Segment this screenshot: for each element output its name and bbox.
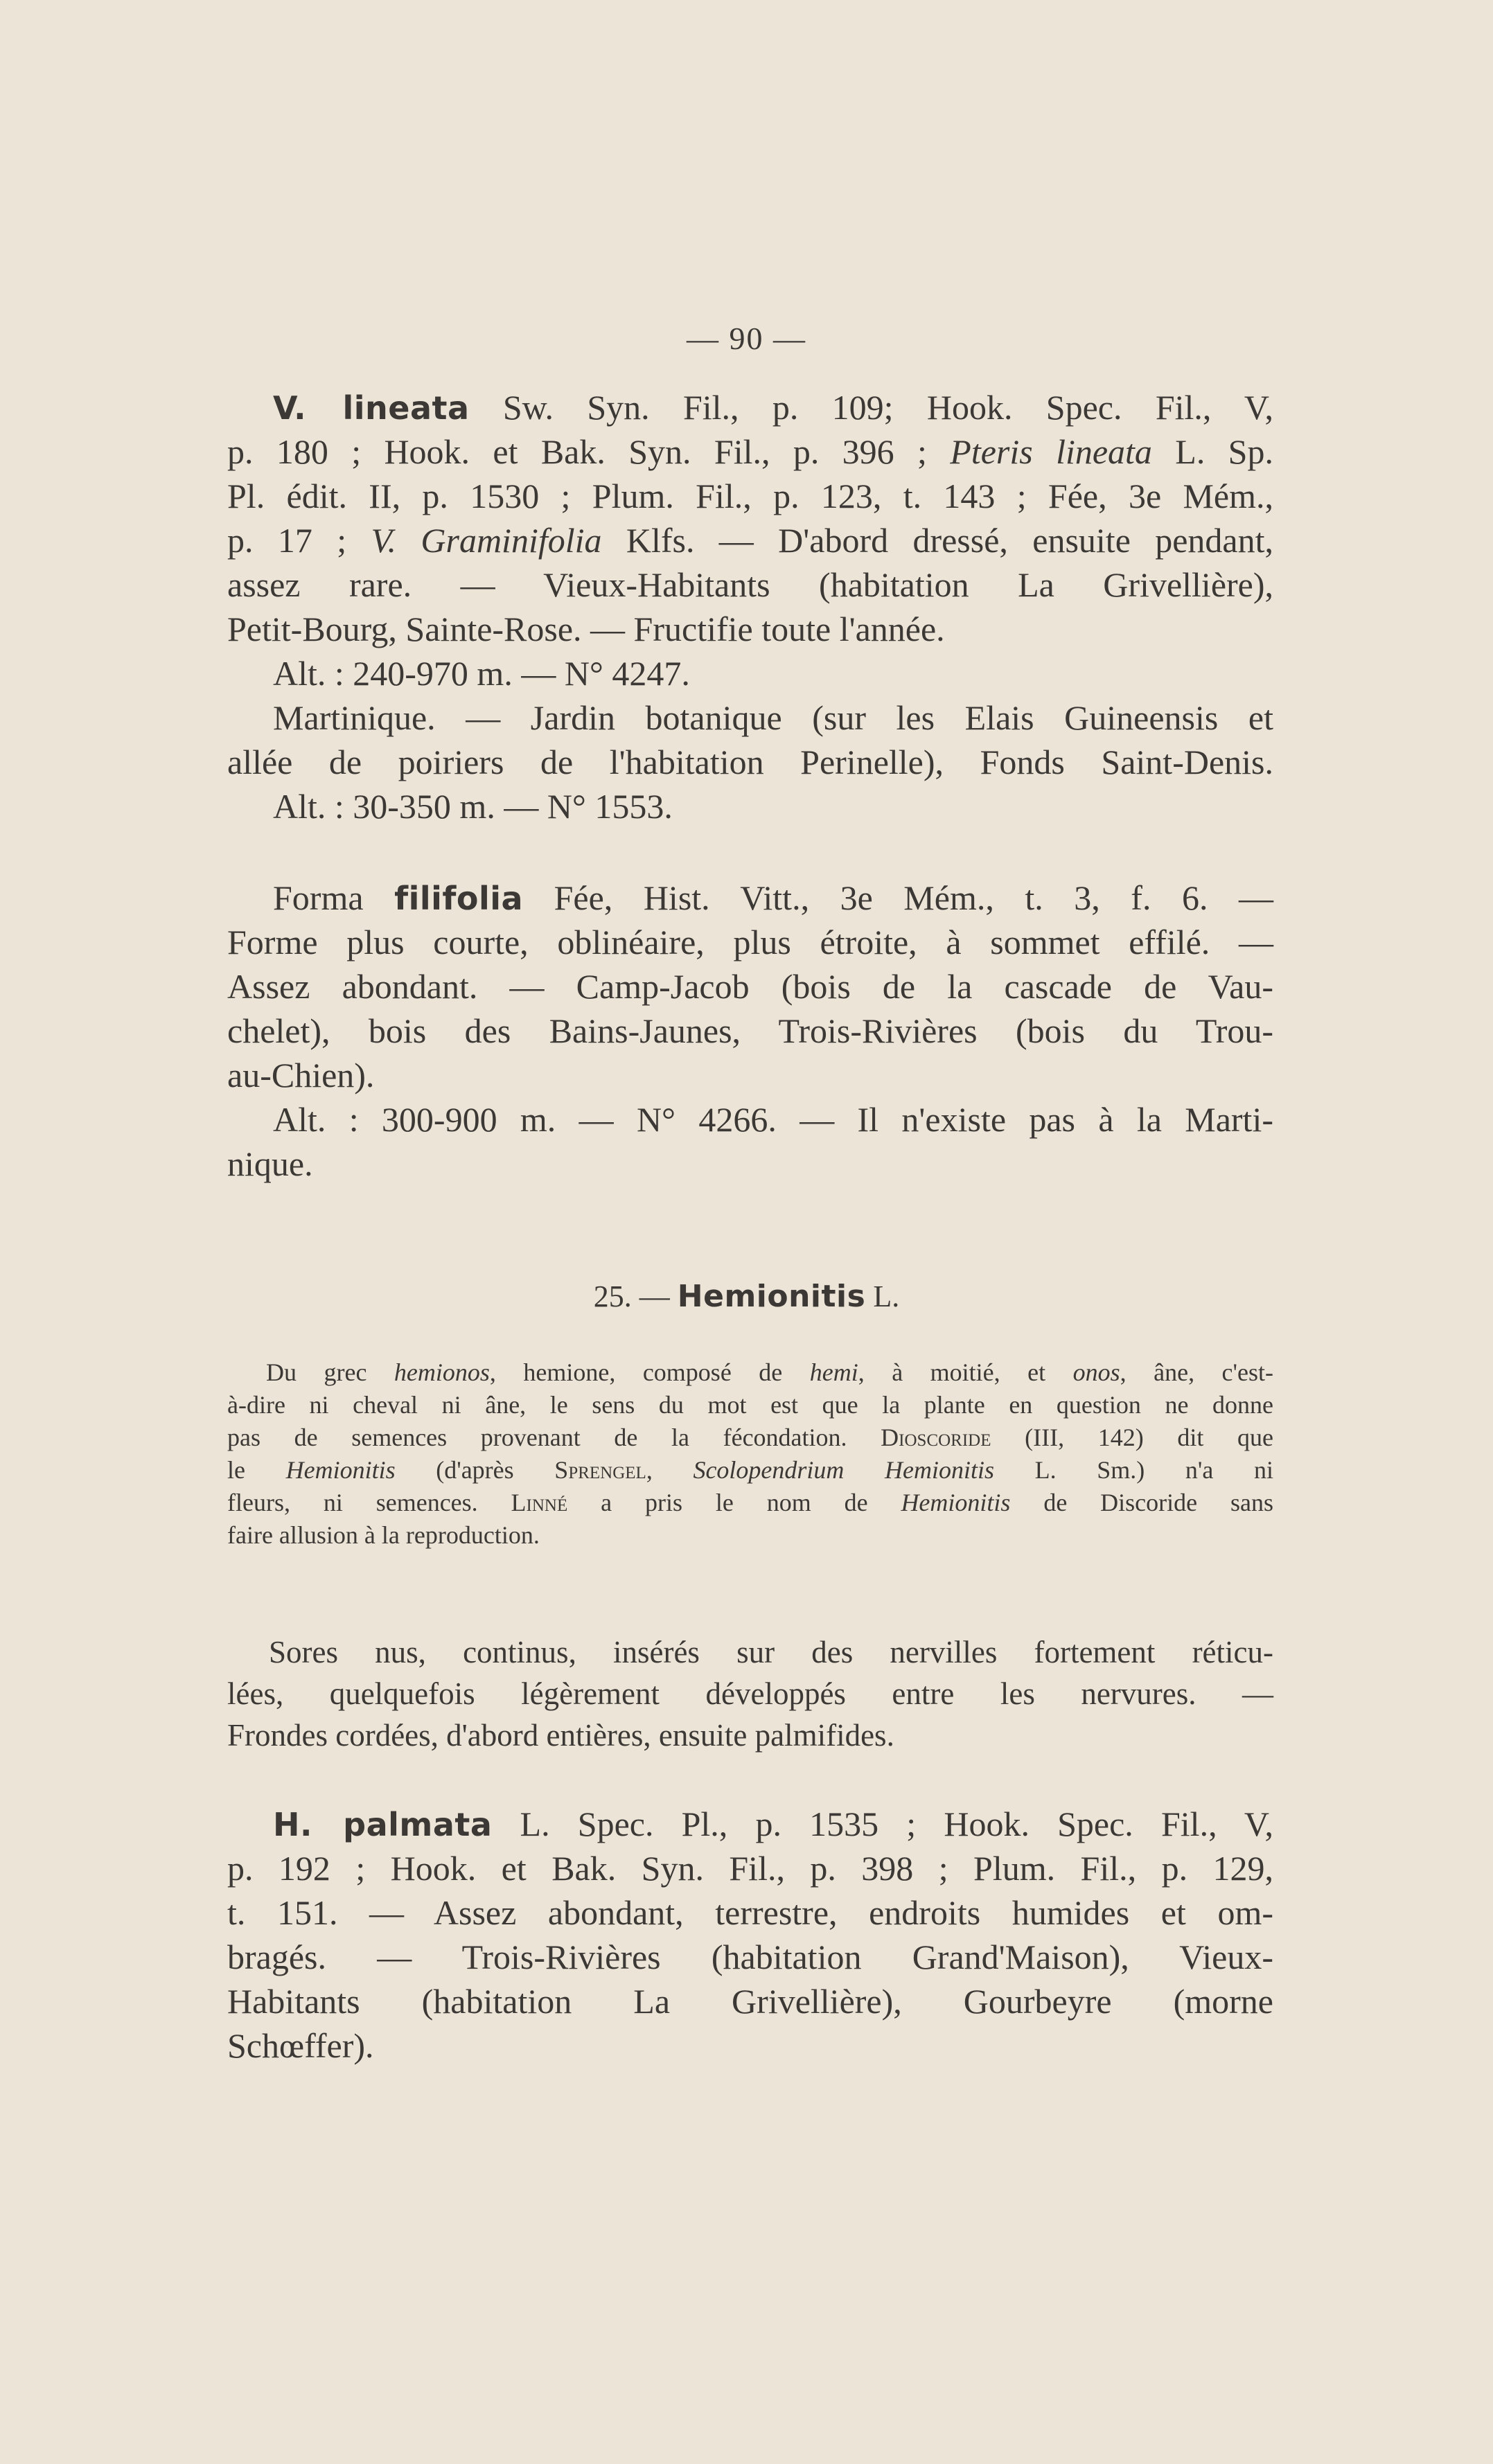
entry-line: Martinique. — Jardin botanique (sur les Elais Guineensis et (273, 698, 1273, 737)
note-line: à-dire ni cheval ni âne, le sens du mot est que la plante en question ne donne (227, 1391, 1273, 1419)
entry-line: Forma filifolia Fée, Hist. Vitt., 3e Mém., t. 3, f. 6. — (273, 878, 1274, 917)
entry-line: Assez abondant. — Camp-Jacob (bois de la cascade de Vau- (227, 967, 1273, 1006)
entry-palmata (227, 1802, 1273, 2068)
note-line: le Hemionitis (d'après Sprengel, Scolopendrium Hemionitis L. Sm.) n'a ni (227, 1456, 1274, 1484)
description-line: Sores nus, continus, insérés sur des nervilles fortement réticu- (269, 1635, 1273, 1669)
entry-line: p. 180 ; Hook. et Bak. Syn. Fil., p. 396 ; Pteris lineata L. Sp. (227, 432, 1273, 471)
entry-line: allée de poiriers de l'habitation Perinelle), Fonds Saint-Denis. (227, 743, 1273, 781)
entry-line: V. lineata Sw. Syn. Fil., p. 109; Hook. Spec. Fil., V, (273, 388, 1273, 427)
species-name: V. lineata (273, 389, 470, 427)
entry-line: Alt. : 30-350 m. — N° 1553. (273, 787, 673, 826)
entry-line: Schœffer). (227, 2026, 374, 2065)
entry-line: p. 17 ; V. Graminifolia Klfs. — D'abord dressé, ensuite pendant, (227, 521, 1273, 560)
note-line: fleurs, ni semences. Linné a pris le nom de Hemionitis de Discoride sans (227, 1489, 1273, 1516)
entry-line: Petit-Bourg, Sainte-Rose. — Fructifie toute l'année. (227, 610, 945, 648)
page-number: — 90 — (687, 321, 806, 356)
entry-line: Pl. édit. II, p. 1530 ; Plum. Fil., p. 123, t. 143 ; Fée, 3e Mém., (227, 477, 1273, 515)
entry-line: H. palmata L. Spec. Pl., p. 1535 ; Hook. Spec. Fil., V, (273, 1805, 1273, 1843)
description-line: Frondes cordées, d'abord entières, ensuite palmifides. (227, 1718, 894, 1753)
entry-line: chelet), bois des Bains-Jaunes, Trois-Rivières (bois du Trou- (227, 1011, 1273, 1050)
forma-name: filifolia (394, 880, 524, 917)
note-line: faire allusion à la reproduction. (227, 1521, 540, 1549)
entry-line: bragés. — Trois-Rivières (habitation Grand'Maison), Vieux- (227, 1938, 1273, 1976)
note-line: pas de semences provenant de la fécondation. Dioscoride (III, 142) dit que (227, 1424, 1273, 1451)
entry-line: assez rare. — Vieux-Habitants (habitation La Grivellière), (227, 565, 1273, 604)
genus-description (227, 1631, 1273, 1756)
entry-forma-filifolia (227, 876, 1273, 1186)
entry-line: nique. (227, 1144, 313, 1183)
genus-heading: 25. — Hemionitis L. (593, 1279, 900, 1314)
entry-line: Habitants (habitation La Grivellière), Gourbeyre (morne (227, 1982, 1273, 2021)
entry-line: Forme plus courte, oblinéaire, plus étroite, à sommet effilé. — (227, 923, 1273, 961)
entry-line: t. 151. — Assez abondant, terrestre, endroits humides et om- (227, 1893, 1273, 1932)
genus-name: Hemionitis (677, 1279, 866, 1314)
entry-line: Alt. : 300-900 m. — N° 4266. — Il n'existe pas à la Marti- (273, 1100, 1273, 1139)
entry-line: au-Chien). (227, 1056, 375, 1094)
entry-lineata (227, 385, 1273, 828)
entry-line: Alt. : 240-970 m. — N° 4247. (273, 654, 690, 693)
species-name: H. palmata (273, 1806, 493, 1843)
etymology-note (227, 1356, 1273, 1552)
entry-line: p. 192 ; Hook. et Bak. Syn. Fil., p. 398 ; Plum. Fil., p. 129, (227, 1849, 1273, 1888)
note-line: Du grec hemionos, hemione, composé de hemi, à moitié, et onos, âne, c'est- (266, 1358, 1273, 1386)
description-line: lées, quelquefois légèrement développés entre les nervures. — (227, 1676, 1273, 1711)
